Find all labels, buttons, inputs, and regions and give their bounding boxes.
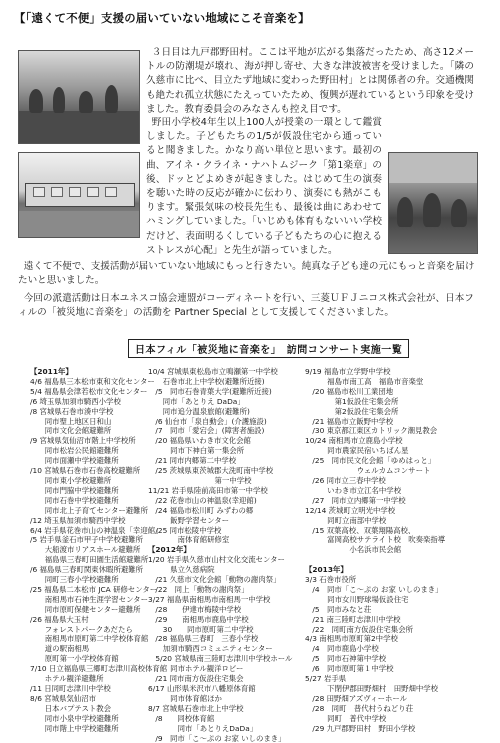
concert-entry: /5 同市石神第中学校 xyxy=(305,654,387,664)
concert-entry: 1/20 岩手県久慈市山村文化交流センター xyxy=(148,555,285,565)
concert-entry: 同市聖上地区日和山 xyxy=(30,416,112,426)
concert-entry: 同市体育館ほか xyxy=(148,693,222,703)
photo-train-window xyxy=(69,187,81,197)
intro-paragraph-2 xyxy=(146,116,382,258)
concert-entry: 同市女川野球場仮設住宅 xyxy=(305,594,409,604)
concert-entry: /4 同市「こ〜ぷの お家 いしのまき」 xyxy=(305,584,443,594)
concert-entry: /5 同市みなと荘 xyxy=(305,604,372,614)
photo-train-window xyxy=(51,187,63,197)
concert-entry: /6 福島県三春町関東休暇所避難所 xyxy=(30,565,144,575)
photo-train-window xyxy=(105,187,117,197)
concert-list-column-3 xyxy=(305,367,445,734)
concert-entry: /6 仙台市「泉自動会」(介護施設) xyxy=(148,416,267,426)
photo-ground xyxy=(19,211,139,237)
photo-figure xyxy=(105,85,118,113)
concert-entry: /26 福島県大玉村 xyxy=(30,614,89,624)
partner-note: 今回の派遣活動は日本ユネスコ協会連盟がコーディネートを行い、三菱ＵＦＪニコス株式会社が、日本フィルの「被災地に音楽を」の活動を Partner Special として支援してくださいました。 xyxy=(18,293,474,319)
intro-text-2: 野田小学校4年生以上100人が授業の一環として鑑賞しました。子どもたちの1/5が仮設住宅から通っていると聞きました。かなり高い単位と思います。最初の曲、アイネ・クライネ・ナハトムジーク「第1楽章」の後、ドッとどよめきが起きました。はじめて生の演奏を聴いた時の反応が確かに伝わり、演奏にも熱がこもります。緊張気味の校長先生も、最後は曲にあわせてハミングしていました。「いじめも体育もないいい学校だけど、表面明るくしている子どもたちの心に抱えるストレスが心配」と先生が語っていました。 xyxy=(146,117,382,256)
concert-entry: 県立久慈病院 xyxy=(148,565,215,575)
photo-figure xyxy=(397,197,413,227)
concert-entry: 南相馬市原町第二中学校体育館 xyxy=(30,634,149,644)
concert-entry: 5/20 宮城県南三陸町志津川中学校ホール xyxy=(148,654,293,664)
concert-entry: /22 花巻市山の神温泉(幸迎館) xyxy=(148,495,257,505)
concert-entry: 南相馬市石神生涯学習センター xyxy=(30,594,148,604)
concert-entry: 同市石巻中学校避難所 xyxy=(30,495,119,505)
concert-entry: /4 同市鹿島小学校 xyxy=(305,644,379,654)
concert-entry: /21 久慈市文化会館「動物の謝肉祭」 xyxy=(148,575,281,585)
concert-entry: 4/6 福島県三本松市東和文化センター xyxy=(30,376,155,386)
concert-entry: 第1仮設住宅集会所 xyxy=(305,396,399,406)
concert-entry: 同市農家民宿いちばん星 xyxy=(305,446,409,456)
photo-figure xyxy=(29,89,43,113)
concert-entry: 石巻市北上中学校(避難所近接) xyxy=(148,376,265,386)
concert-entry: 10/4 宮城県東松島市立鳴瀬第一中学校 xyxy=(148,367,278,376)
concert-entry: 同市原町保健センター避難所 xyxy=(30,604,141,614)
concert-entry: /30 東京都江東区カトリック潮見教会 xyxy=(305,426,438,436)
concert-entry: /21 福島市立飯野中学校 xyxy=(305,416,394,426)
concert-entry: 大船渡市リアスホール避難所 xyxy=(30,545,141,555)
photo-floor xyxy=(19,111,139,143)
concert-entry: /21 同市南方仮設住宅集会 xyxy=(148,674,244,684)
photo-train-window xyxy=(87,187,99,197)
photo-train-window xyxy=(33,187,45,197)
concert-entry: /29 南相馬市鹿島中学校 xyxy=(148,614,249,624)
concert-entry: /9 同市「こ〜ぷの お家 いしのまき」 xyxy=(148,733,286,743)
concert-entry: 5/4 福島県会津若松市文化センター xyxy=(30,386,148,396)
concert-entry: 道の駅南相馬 xyxy=(30,644,90,654)
concert-entry: /12 埼玉県加須市騎西中学校 xyxy=(30,515,126,525)
concert-entry: /25 福島県二本松市 JCA 研修センター xyxy=(30,584,158,594)
concert-entry: 加須市騎西コミュニティセンター xyxy=(148,644,273,654)
concert-entry: /6 同市原町第１中学校 xyxy=(305,664,394,674)
concert-entry: 下閉伊郡田野畑村 田野畑中学校 xyxy=(305,684,439,693)
concert-entry: ホテル観洋避難所 xyxy=(30,674,104,684)
concert-entry: 南体育館研修室 xyxy=(148,535,230,545)
concert-entry: /9 宮城県気仙沼市階上中学校所 xyxy=(30,436,136,446)
concert-entry: 飯野学習センター xyxy=(148,515,230,525)
concert-entry: 30 同市原町第二中学校 xyxy=(148,624,254,634)
concert-entry: /28 伊達市梅陵中学校 xyxy=(148,604,242,614)
concert-entry: /28 福島県三春町 三春小学校 xyxy=(148,634,259,644)
concert-entry: 同市ホテル観洋ロビー xyxy=(148,664,244,674)
concert-entry: 10/24 南相馬市立鹿島小学校 xyxy=(305,436,403,446)
concert-entry: 同町三春小学校避難所 xyxy=(30,575,119,585)
year-heading: 【2013年】 xyxy=(305,565,348,575)
concert-entry: 12/14 茨城町立明光中学校 xyxy=(305,505,396,515)
concert-entry: 小名浜市民会館 xyxy=(305,545,402,555)
photo-figure xyxy=(53,87,65,113)
concert-entry: /20 福島市松川工業団地 xyxy=(305,386,394,396)
concert-entry: 7/10 日立福島県三郷町志津川高校体育館 xyxy=(30,664,168,674)
concert-entry: 6/4 岩手県花巻市山の神温泉「幸迎館」 xyxy=(30,525,163,535)
concert-entry: 11/21 岩手県陸前高田市第一中学校 xyxy=(148,485,268,495)
article-heading: 【「遠くて不便」支援の届いていない地域にこそ音楽を】 xyxy=(14,11,310,25)
concert-entry: 8/7 宮城県石巻市北上中学校 xyxy=(148,703,244,713)
concert-entry: 同市「あとりえ DaDa」 xyxy=(148,396,245,406)
concert-entry: 同市「あとりえDaDa」 xyxy=(148,723,258,733)
year-heading: 【2011年】 xyxy=(30,367,73,376)
concert-entry: 同市面瀬中学校避難所 xyxy=(30,456,119,466)
concert-entry: 同市松岩公民館避難所 xyxy=(30,446,119,456)
concert-list-column-1 xyxy=(30,367,167,734)
concert-list-title: 日本フィル「被災地に音楽を」 訪問コンサート実施一覧 xyxy=(128,339,409,358)
concert-entry: 同町 普代中学校 xyxy=(305,713,387,723)
concert-entry: 日本バプテスト教会 xyxy=(30,703,112,713)
concert-entry: 同市下神白第一集会所 xyxy=(148,446,245,456)
concert-entry: /21 同市内郷第二中学校 xyxy=(148,456,237,466)
concert-entry: 同市小泉中学校避難所 xyxy=(30,713,119,723)
photo-figure xyxy=(451,199,467,227)
concert-entry: /8 宮城県石巻市湊中学校 xyxy=(30,406,114,416)
photo-wall xyxy=(389,153,477,183)
school-hall-photo xyxy=(388,152,478,254)
concert-entry: フォレストパークあだたら xyxy=(30,624,133,634)
concert-entry: /28 田野畑アズヴィーホール xyxy=(305,693,408,703)
closing-paragraph xyxy=(18,260,480,288)
concert-entry: /22 同上「動物の謝肉祭」 xyxy=(148,584,249,594)
intro-paragraph-1 xyxy=(146,46,474,116)
concert-entry: /22 同町南方仮設住宅集会所 xyxy=(305,624,413,634)
concert-entry: /29 九戸郡野田村 野田小学校 xyxy=(305,723,416,733)
concert-entry: /5 同市石巻青葉大学(避難所近接) xyxy=(148,386,272,396)
concert-entry: /20 福島県いわき市文化会館 xyxy=(148,436,251,446)
concert-entry: /25 茨城県東茨城郡大洗町南中学校 xyxy=(148,466,274,476)
concert-list-column-2 xyxy=(148,367,292,743)
concert-entry: /24 福島市松川町 みずわの郷 xyxy=(148,505,254,515)
closing-text: 遠くて不便で、支援活動が届いていない地域にもっと行きたい。純真な子ども達の元にもっと音楽を届けたいと思いました。 xyxy=(18,261,475,287)
concert-entry: 同市追分温泉旅館(避難所) xyxy=(148,406,250,416)
concert-entry: /7 同市「愛宕会」(障害者施設) xyxy=(148,426,265,436)
concert-entry: /5 岩手県釜石市甲子中学校避難所 xyxy=(30,535,144,545)
concert-entry: /27 同市立内郷第一中学校 xyxy=(305,495,406,505)
concert-entry: /8 同校体育館 xyxy=(148,713,215,723)
photo-figure xyxy=(79,91,93,113)
year-heading: 【2012年】 xyxy=(148,545,191,555)
concert-entry: 5/27 岩手県 xyxy=(305,674,347,684)
concert-entry: 3/3 石巻市役所 xyxy=(305,575,357,585)
photo-figure xyxy=(423,193,441,227)
damaged-train-photo xyxy=(18,152,140,238)
concert-entry: /25 同市民文化会館「ゆめはっと」 xyxy=(305,456,436,466)
concert-entry: /28 同町 普代村うねどり荘 xyxy=(305,703,413,713)
concert-entry: 福島市南工高 福島市音楽堂 xyxy=(305,376,424,386)
concert-entry: 9/19 福島市立学野中学校 xyxy=(305,367,391,376)
concert-entry: 第一中学校 xyxy=(148,475,252,485)
concert-entry: 同市文化会館避難所 xyxy=(30,426,112,436)
concert-entry: 同市階上中学校避難所 xyxy=(30,723,119,733)
concert-entry: /11 日同町志津川中学校 xyxy=(30,684,111,693)
concert-entry: 6/17 山形県米沢市八幡原体育館 xyxy=(148,684,256,693)
concert-entry: /26 同市立三春中学校 xyxy=(305,475,386,485)
concert-entry: 8/6 宮城県気仙沼市 xyxy=(30,693,96,703)
concert-entry: ウェルカムコンサート xyxy=(305,466,431,476)
concert-entry: 3/27 福島県南相馬市南相馬一中学校 xyxy=(148,594,271,604)
concert-entry: /6 埼玉県加須市騎西小学校 xyxy=(30,396,121,406)
concert-entry: 同市東小学校避難所 xyxy=(30,475,112,485)
concert-entry: 第2仮設住宅集会所 xyxy=(305,406,399,416)
concert-entry: 原町第一小学校体育館 xyxy=(30,654,119,664)
concert-entry: /21 南三陸町志津川中学校 xyxy=(305,614,401,624)
concert-entry: いわき市立江名中学校 xyxy=(305,485,402,495)
concert-audience-photo xyxy=(18,50,140,144)
concert-entry: 4/3 南相馬市原町第2中学校 xyxy=(305,634,398,644)
intro-text-1: ３日目は九戸郡野田村。ここは平地が広がる集落だったため、高さ12メートルの防潮堤が壊れ、海が押し寄せ、大きな津波被害を受けました。「隣の久慈市に比べ、目立たず地域に変わった野田村」とは関係者の弁。交通機関も絶たれ孤立状態にたえっていたため、復興が遅れているという印象を受けました。教育委員会のみなさんも控え目です。 xyxy=(146,47,474,115)
concert-entry: 同町立南部中学校 xyxy=(305,515,387,525)
concert-entry xyxy=(305,555,445,565)
concert-entry: /15 双葉高校、双葉翔陽高校、 xyxy=(305,525,416,535)
concert-entry: /25 同市松陵中学校 xyxy=(148,525,222,535)
concert-entry: 同市北上子育てセンター避難所 xyxy=(30,505,148,515)
concert-entry: 福島県三春町田園生活館避難所 xyxy=(30,555,149,565)
concert-entry: 富岡高校サテライト校 吹奏楽指導 xyxy=(305,535,446,545)
concert-entry: 同市門脇中学校避難所 xyxy=(30,485,119,495)
concert-entry: /10 宮城県石巻市石巻高校避難所 xyxy=(30,466,141,476)
